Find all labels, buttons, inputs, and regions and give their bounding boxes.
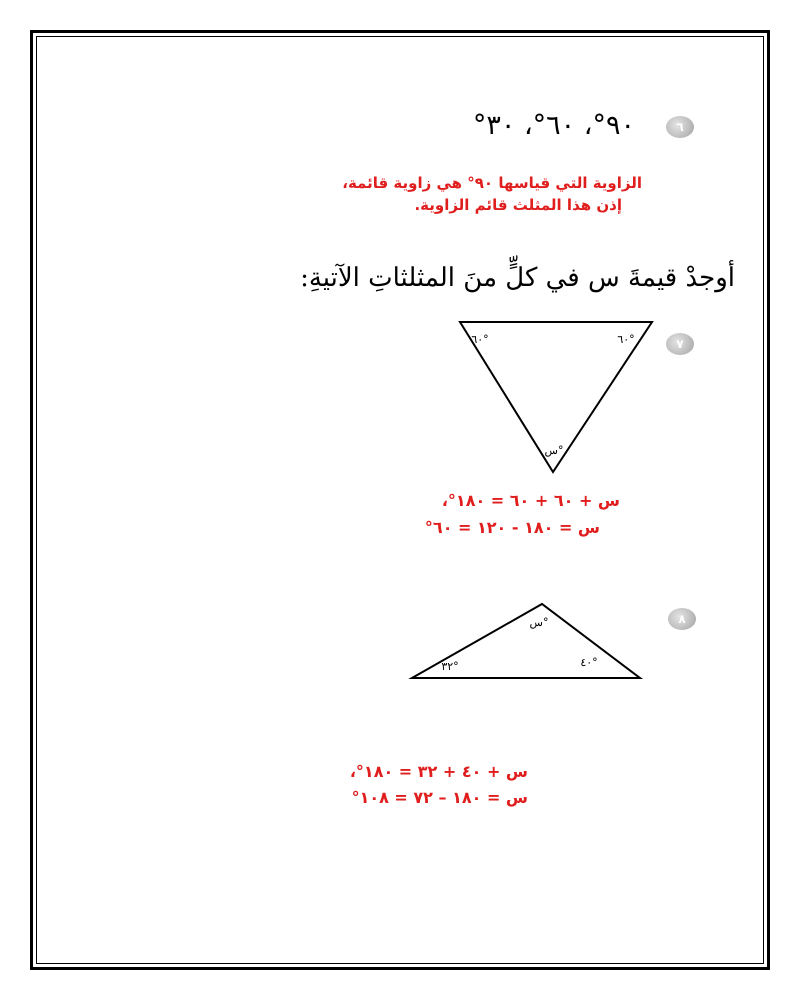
instruction-heading: أوجدْ قيمةَ س في كلٍّ منَ المثلثاتِ الآتيةِ: bbox=[300, 263, 735, 293]
question-6-answer-line-1: الزاوية التي قياسها ٩٠° هي زاوية قائمة، bbox=[342, 174, 642, 192]
question-6-answer-line-2: إذن هذا المثلث قائم الزاوية. bbox=[414, 196, 622, 214]
question-8-badge bbox=[668, 608, 696, 630]
triangle-7-angle-top-right: ٦٠° bbox=[617, 333, 635, 346]
triangle-8-angle-right: ٤٠° bbox=[580, 656, 598, 669]
question-6-number: ٦ bbox=[676, 120, 684, 134]
question-6-badge bbox=[666, 116, 694, 138]
triangle-8-figure bbox=[405, 598, 645, 684]
question-6-angles: ٩٠°، ٦٠°، ٣٠° bbox=[472, 110, 635, 141]
question-8-number: ٨ bbox=[678, 612, 686, 626]
question-7-number: ٧ bbox=[676, 337, 684, 351]
triangle-7-angle-bottom: س° bbox=[544, 444, 564, 457]
question-7-badge bbox=[666, 333, 694, 355]
question-7-solution-line-1: س + ٦٠ + ٦٠ = ١٨٠°، bbox=[441, 491, 620, 510]
triangle-8-angle-top: س° bbox=[529, 616, 549, 629]
triangle-7-angle-top-left: ٦٠° bbox=[471, 333, 489, 346]
question-8-solution-line-2: س = ١٨٠ – ٧٢ = ١٠٨° bbox=[351, 788, 528, 807]
triangle-7-figure bbox=[440, 315, 660, 480]
triangle-8-angle-left: ٣٢° bbox=[441, 660, 459, 673]
question-8-solution-line-1: س + ٤٠ + ٣٢ = ١٨٠°، bbox=[349, 762, 528, 781]
question-7-solution-line-2: س = ١٨٠ - ١٢٠ = ٦٠° bbox=[424, 518, 600, 537]
